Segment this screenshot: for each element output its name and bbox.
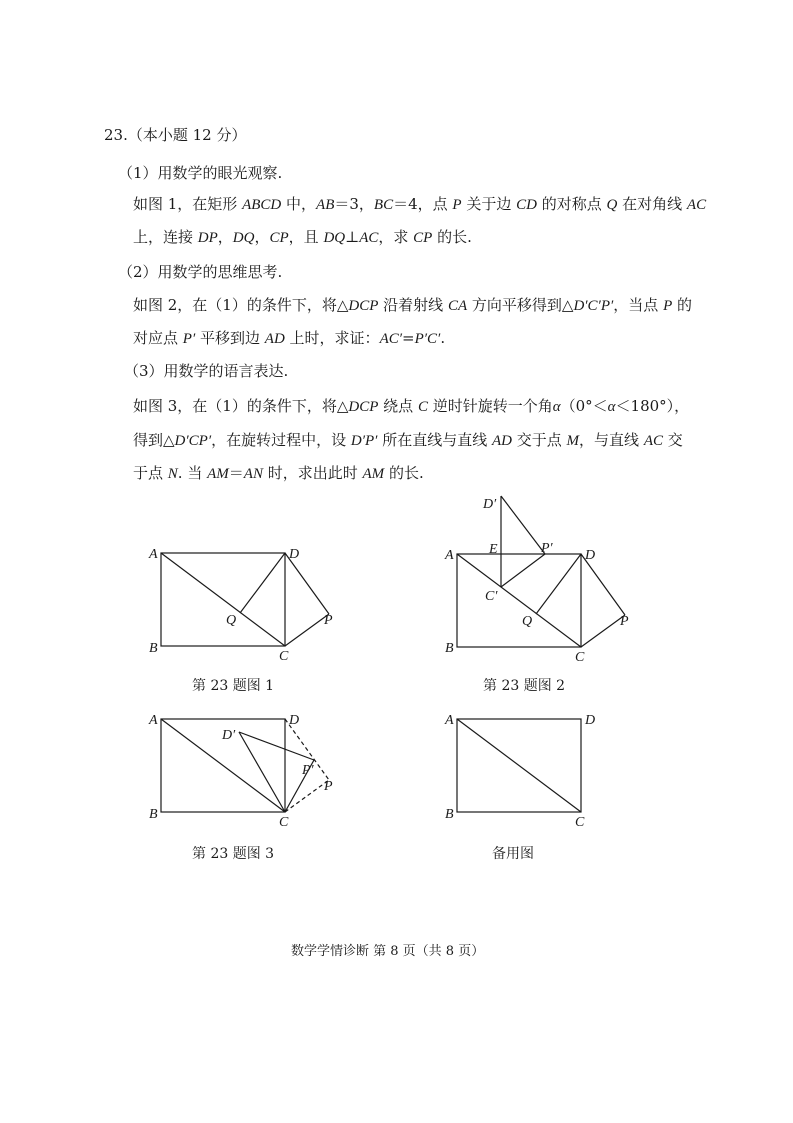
fig2-label-q: Q: [522, 614, 533, 629]
fig3-dashed-cp: [285, 780, 329, 812]
fig1-label-b: B: [149, 641, 158, 656]
fig2-diagonal-ac: [457, 554, 581, 647]
fig4-label-d: D: [585, 713, 596, 728]
fig2-label-p: P: [620, 614, 629, 629]
fig2-segment-c'p': [501, 554, 545, 587]
figure-4: [436, 706, 646, 831]
fig3-label-d-prime: D′: [222, 728, 236, 743]
fig2-segment-dp: [581, 554, 625, 615]
fig3-label-a: A: [149, 713, 158, 728]
fig2-label-a: A: [445, 548, 454, 563]
fig1-diagonal-ac: [161, 553, 285, 646]
figure-1: [140, 540, 350, 665]
fig2-segment-cp: [581, 615, 625, 647]
question-header: 23.（本小题 12 分）: [104, 126, 247, 144]
fig1-label-p: P: [324, 613, 333, 628]
part2-line2: 对应点 P′ 平移到边 AD 上时，求证：AC′=P′C′.: [133, 329, 446, 347]
fig4-label-c: C: [575, 815, 585, 830]
fig1-segment-cp: [285, 614, 329, 646]
fig2-label-p-prime: P′: [541, 541, 553, 556]
fig3-label-b: B: [149, 807, 158, 822]
fig2-segment-d'p': [501, 496, 545, 554]
figure-3: [140, 706, 350, 831]
fig4-label-b: B: [445, 807, 454, 822]
figure-4-caption: 备用图: [492, 846, 534, 862]
figure-3-caption: 第 23 题图 3: [192, 846, 275, 862]
page-footer: 数学学情诊断 第 8 页（共 8 页）: [291, 944, 485, 959]
part2-line1: 如图 2，在（1）的条件下，将△DCP 沿着射线 CA 方向平移得到△D′C′P′，当点 P 的: [133, 296, 693, 314]
part3-line2: 得到△D′CP′，在旋转过程中，设 D′P′ 所在直线与直线 AD 交于点 M，与直线 AC 交: [133, 431, 683, 449]
fig1-segment-dp: [285, 553, 329, 614]
fig1-segment-dq: [240, 553, 285, 613]
part1-line2: 上，连接 DP，DQ，CP，且 DQ⊥AC，求 CP 的长.: [133, 228, 472, 246]
fig3-segment-cd': [239, 732, 285, 812]
fig2-label-e: E: [489, 542, 498, 557]
fig4-label-a: A: [445, 713, 454, 728]
fig2-label-d-prime: D′: [483, 497, 497, 512]
fig3-label-p: P: [324, 779, 333, 794]
figure-1-caption: 第 23 题图 1: [192, 678, 275, 694]
fig1-label-q: Q: [226, 613, 237, 628]
fig3-label-d: D: [289, 713, 300, 728]
figure-2-caption: 第 23 题图 2: [483, 678, 566, 694]
part3-line3: 于点 N. 当 AM＝AN 时，求出此时 AM 的长.: [133, 464, 424, 482]
part1-title: （1）用数学的眼光观察.: [118, 164, 283, 182]
fig1-label-a: A: [149, 547, 158, 562]
fig3-segment-d'p': [239, 732, 314, 760]
fig4-diagonal-ac: [457, 719, 581, 812]
fig2-label-d: D: [585, 548, 596, 563]
fig1-label-c: C: [279, 649, 289, 664]
fig2-label-b: B: [445, 641, 454, 656]
fig2-label-c: C: [575, 650, 585, 665]
fig2-segment-dq: [536, 554, 581, 614]
fig3-label-c: C: [279, 815, 289, 830]
part2-title: （2）用数学的思维思考.: [118, 263, 283, 281]
part3-line1: 如图 3，在（1）的条件下，将△DCP 绕点 C 逆时针旋转一个角α（0°＜α＜180°），: [133, 397, 690, 415]
fig1-label-d: D: [289, 547, 300, 562]
figure-2: [436, 490, 646, 665]
part3-title: （3）用数学的语言表达.: [124, 362, 289, 380]
part1-line1: 如图 1，在矩形 ABCD 中，AB＝3，BC＝4，点 P 关于边 CD 的对称点 Q 在对角线 AC: [133, 195, 707, 213]
fig2-label-c-prime: C′: [485, 589, 498, 604]
fig3-label-p-prime: P′: [302, 763, 314, 778]
